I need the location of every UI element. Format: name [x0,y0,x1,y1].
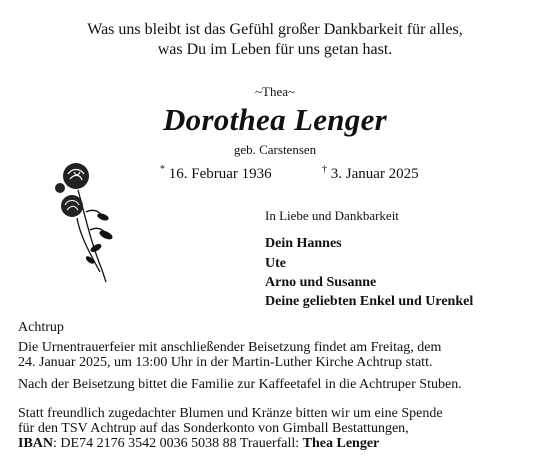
death-symbol: † [322,164,327,175]
death-date-text: 3. Januar 2025 [330,166,419,182]
deceased-name: Dorothea Lenger [162,102,388,137]
iban-line [18,436,379,451]
iban-value: : DE74 2176 3542 0036 5038 88 Trauerfall: [53,436,303,451]
family-member: Arno und Susanne [265,275,377,290]
iban-label: IBAN [18,436,54,451]
death-date [322,164,419,183]
quote-line-2: was Du im Leben für uns getan hast. [157,41,393,58]
donation-line-2: für den TSV Achtrup auf das Sonderkonto von Gimball Bestattungen, [18,421,409,436]
family-member: Deine geliebten Enkel und Urenkel [265,294,474,309]
rose-illustration [50,160,130,285]
iban-reference: Thea Lenger [302,436,380,451]
coffee-paragraph: Nach der Beisetzung bittet die Familie zur Kaffeetafel in die Achtruper Stuben. [18,377,462,392]
ceremony-line-2: 24. Januar 2025, um 13:00 Uhr in der Martin-Luther Kirche Achtrup statt. [18,355,433,370]
nickname: ~Thea~ [254,84,296,99]
family-member: Dein Hannes [265,236,342,251]
birth-name: geb. Carstensen [233,142,317,157]
place: Achtrup [18,320,64,335]
birth-symbol: * [160,164,165,175]
donation-line-1: Statt freundlich zugedachter Blumen und Kränze bitten wir um eine Spende [18,406,443,421]
ceremony-line-1: Die Urnentrauerfeier mit anschließender Beisetzung findet am Freitag, dem [18,340,442,355]
family-member: Ute [265,256,286,271]
birth-date-text: 16. Februar 1936 [168,166,272,182]
birth-date [160,164,272,183]
quote-line-1: Was uns bleibt ist das Gefühl großer Dankbarkeit für alles, [87,21,463,38]
family-intro: In Liebe und Dankbarkeit [265,208,399,223]
